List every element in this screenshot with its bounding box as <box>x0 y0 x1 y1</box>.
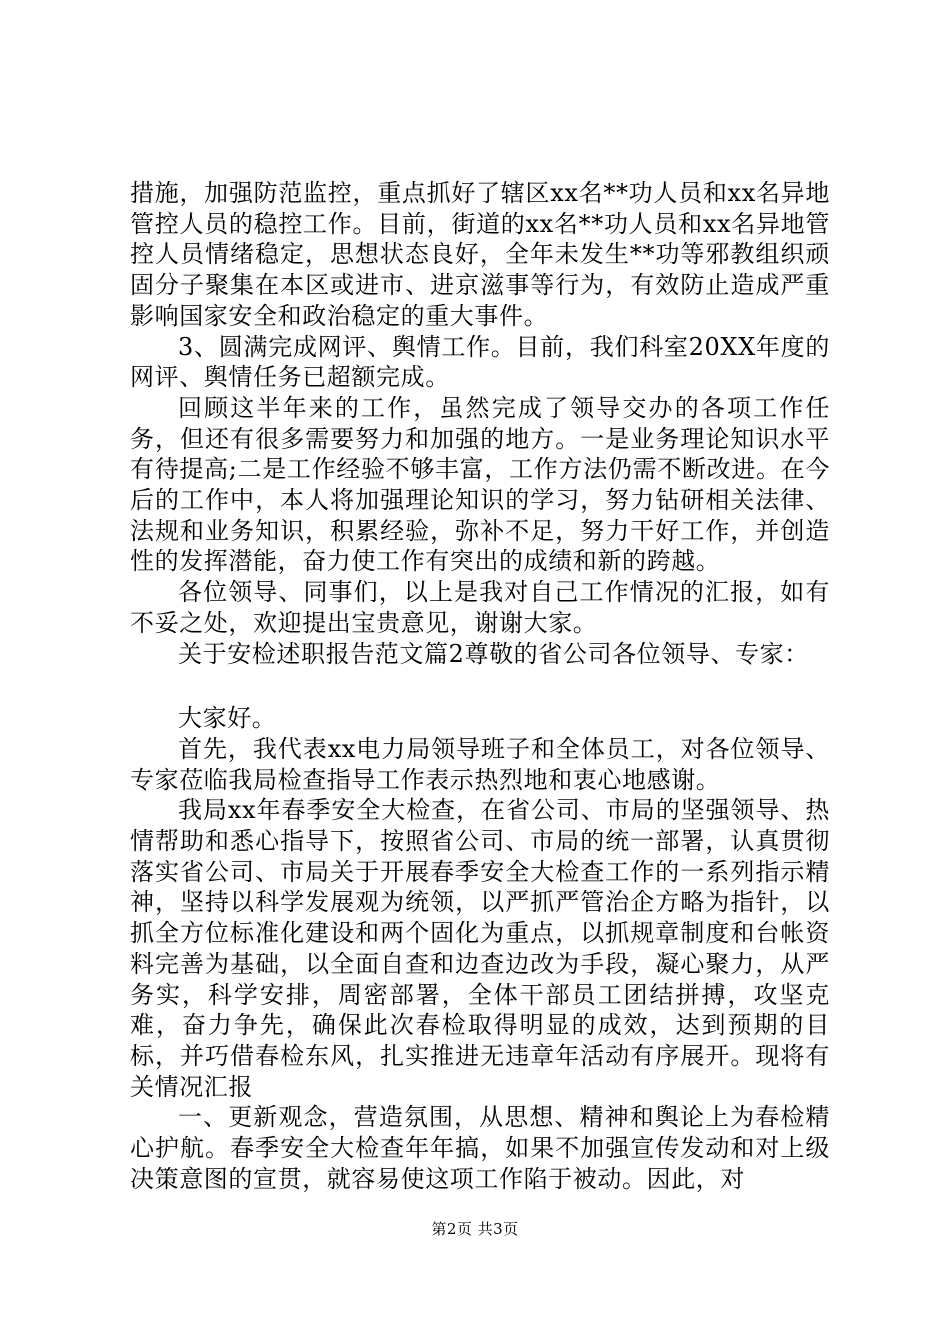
document-body <box>130 178 830 1195</box>
paragraph-welcome: 首先，我代表xx电力局领导班子和全体员工，对各位领导、专家莅临我局检查指导工作表示热烈地和衷心地感谢。 <box>130 734 830 794</box>
blank-line <box>130 669 830 703</box>
paragraph-review-summary: 回顾这半年来的工作，虽然完成了领导交办的各项工作任务，但还有很多需要努力和加强的地方。一是业务理论知识水平有待提高;二是工作经验不够丰富，工作方法仍需不断改进。在今后的工作中，本人将加强理论知识的学习，努力钻研相关法律、法规和业务知识，积累经验，弥补不足，努力干好工作，并创造性的发挥潜能，奋力使工作有突出的成绩和新的跨越。 <box>130 393 830 576</box>
paragraph-stability-measures: 措施，加强防范监控，重点抓好了辖区xx名**功人员和xx名异地管控人员的稳控工作。目前，街道的xx名**功人员和xx名异地管控人员情绪稳定，思想状态良好，全年未发生**功等邪教组织顽固分子聚集在本区或进市、进京滋事等行为，有效防止造成严重影响国家安全和政治稳定的重大事件。 <box>130 179 830 330</box>
paragraph-online-review: 3、圆满完成网评、舆情工作。目前，我们科室20XX年度的网评、舆情任务已超额完成。 <box>130 332 830 392</box>
paragraph-greeting: 大家好。 <box>178 704 277 733</box>
page-number-footer: 第2页 共3页 <box>431 1220 519 1238</box>
paragraph-spring-inspection: 我局xx年春季安全大检查，在省公司、市局的坚强领导、热情帮助和悉心指导下，按照省公司、市局的统一部署，认真贯彻落实省公司、市局关于开展春季安全大检查工作的一系列指示精神，坚持以科学发展观为统领，以严抓严管治企方略为指针，以抓全方位标准化建设和两个固化为重点，以抓规章制度和台帐资料完善为基础，以全面自查和边查边改为手段，凝心聚力，从严务实，科学安排，周密部署，全体干部员工团结拼搏，攻坚克难，奋力争先，确保此次春检取得明显的成效，达到预期的目标，并巧借春检东风，扎实推进无违章年活动有序展开。现将有关情况汇报 <box>130 796 830 1101</box>
paragraph-closing-thanks: 各位领导、同事们，以上是我对自己工作情况的汇报，如有不妥之处，欢迎提出宝贵意见，谢谢大家。 <box>130 578 830 637</box>
paragraph-section-one: 一、更新观念，营造氛围，从思想、精神和舆论上为春检精心护航。春季安全大检查年年搞，如果不加强宣传发动和对上级决策意图的宣贯，就容易使这项工作陷于被动。因此，对 <box>130 1103 830 1193</box>
paragraph-report-heading: 关于安检述职报告范文篇2尊敬的省公司各位领导、专家： <box>178 639 809 668</box>
